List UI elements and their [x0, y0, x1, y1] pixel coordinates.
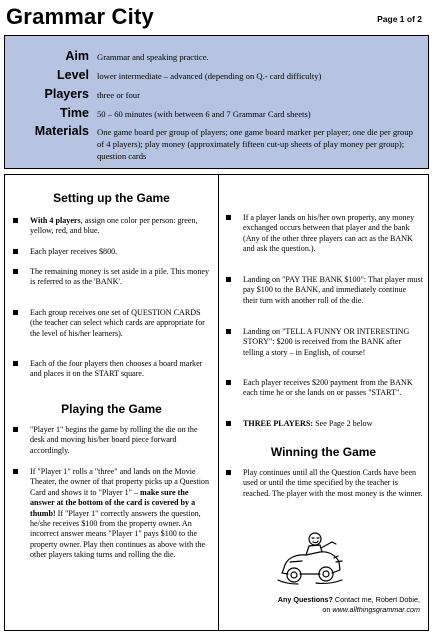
bullet-icon [13, 310, 18, 315]
bullet-icon [226, 421, 231, 426]
bullet-icon [226, 329, 231, 334]
info-box [4, 35, 429, 169]
list-item: The remaining money is set aside in a pile. This money is referred to as the 'BANK'. [30, 267, 214, 288]
contact-footer [226, 595, 420, 615]
list-item: Each player receives $200 payment from the BANK each time he or she lands on or passes "START". [243, 378, 423, 399]
info-label: Players [44, 87, 89, 101]
info-label: Level [57, 68, 89, 82]
bullet-icon [13, 218, 18, 223]
list-item: If "Player 1" rolls a "three" and lands on the Movie Theater, the owner of that property picks up a Question Card and shows it to "Player 1" – make sure the answer at the bottom of the card is covered by a thumb! If "Player 1" correctly answers the question, he/she receives $100 from the property owner. An incorrect answer means "Player 1" pays $100 to the property owner. Play then continues as above with the other players taking turns and rolling the die. [30, 467, 214, 561]
column-divider [218, 175, 219, 630]
list-item: Each player receives $800. [30, 247, 214, 257]
list-item: Play continues until all the Question Cards have been used or until the time specified by the teacher is reached. The player with the most money is the winner. [243, 468, 423, 499]
bullet-icon [13, 249, 18, 254]
winning-heading: Winning the Game [270, 445, 377, 459]
list-item: Landing on "TELL A FUNNY OR INTERESTING STORY": $200 is received from the BANK after telling a story – in English, of course! [243, 327, 423, 358]
rules-table [4, 174, 429, 631]
page-number: Page 1 of 2 [377, 14, 422, 24]
website-line: on www.allthingsgrammar.com [322, 605, 420, 614]
info-value: Grammar and speaking practice. [97, 52, 209, 62]
bullet-icon [13, 427, 18, 432]
info-value: One game board per group of players; one game board marker per player; one die per group of 4 players); play money (approximately fifteen cut-up sheets of play money per group); question cards [97, 127, 413, 161]
info-value: lower intermediate – advanced (depending on Q.- card difficulty) [97, 71, 322, 81]
list-item: Each of the four players then chooses a board marker and places it on the START square. [30, 359, 214, 380]
list-item: "Player 1" begins the game by rolling the die on the desk and moving his/her board piece forward accordingly. [30, 425, 214, 456]
contact-line: Any Questions? Contact me, Robert Dobie, [277, 595, 420, 604]
bullet-icon [226, 470, 231, 475]
info-label: Materials [34, 124, 89, 138]
list-item: Each group receives one set of QUESTION CARDS (the teacher can select which cards are appropriate for the level of his/her learners). [30, 308, 214, 339]
bullet-icon [13, 269, 18, 274]
bullet-icon [226, 277, 231, 282]
list-item: If a player lands on his/her own property, any money exchanged occurs between that player and the bank (Any of the other three players can act as the BANK and ask the question.). [243, 213, 423, 255]
setup-heading: Setting up the Game [53, 191, 170, 205]
list-item: With 4 players, assign one color per person: green, yellow, red, and blue. [30, 216, 214, 237]
cartoon-car-icon [276, 528, 346, 590]
bullet-icon [13, 361, 18, 366]
page-title: Grammar City [6, 4, 154, 29]
bullet-icon [226, 380, 231, 385]
list-item: THREE PLAYERS: See Page 2 below [243, 419, 423, 429]
bullet-icon [226, 215, 231, 220]
info-label: Aim [65, 49, 89, 63]
playing-heading: Playing the Game [61, 402, 162, 416]
website-link[interactable]: www.allthingsgrammar.com [332, 605, 420, 614]
bullet-icon [13, 469, 18, 474]
list-item: Landing on "PAY THE BANK $100": That player must pay $100 to the BANK, and immediately continue their turn with another roll of the die. [243, 275, 423, 306]
info-label: Time [60, 106, 89, 120]
info-value: 50 – 60 minutes (with between 6 and 7 Grammar Card sheets) [97, 109, 311, 119]
info-value: three or four [97, 90, 140, 100]
